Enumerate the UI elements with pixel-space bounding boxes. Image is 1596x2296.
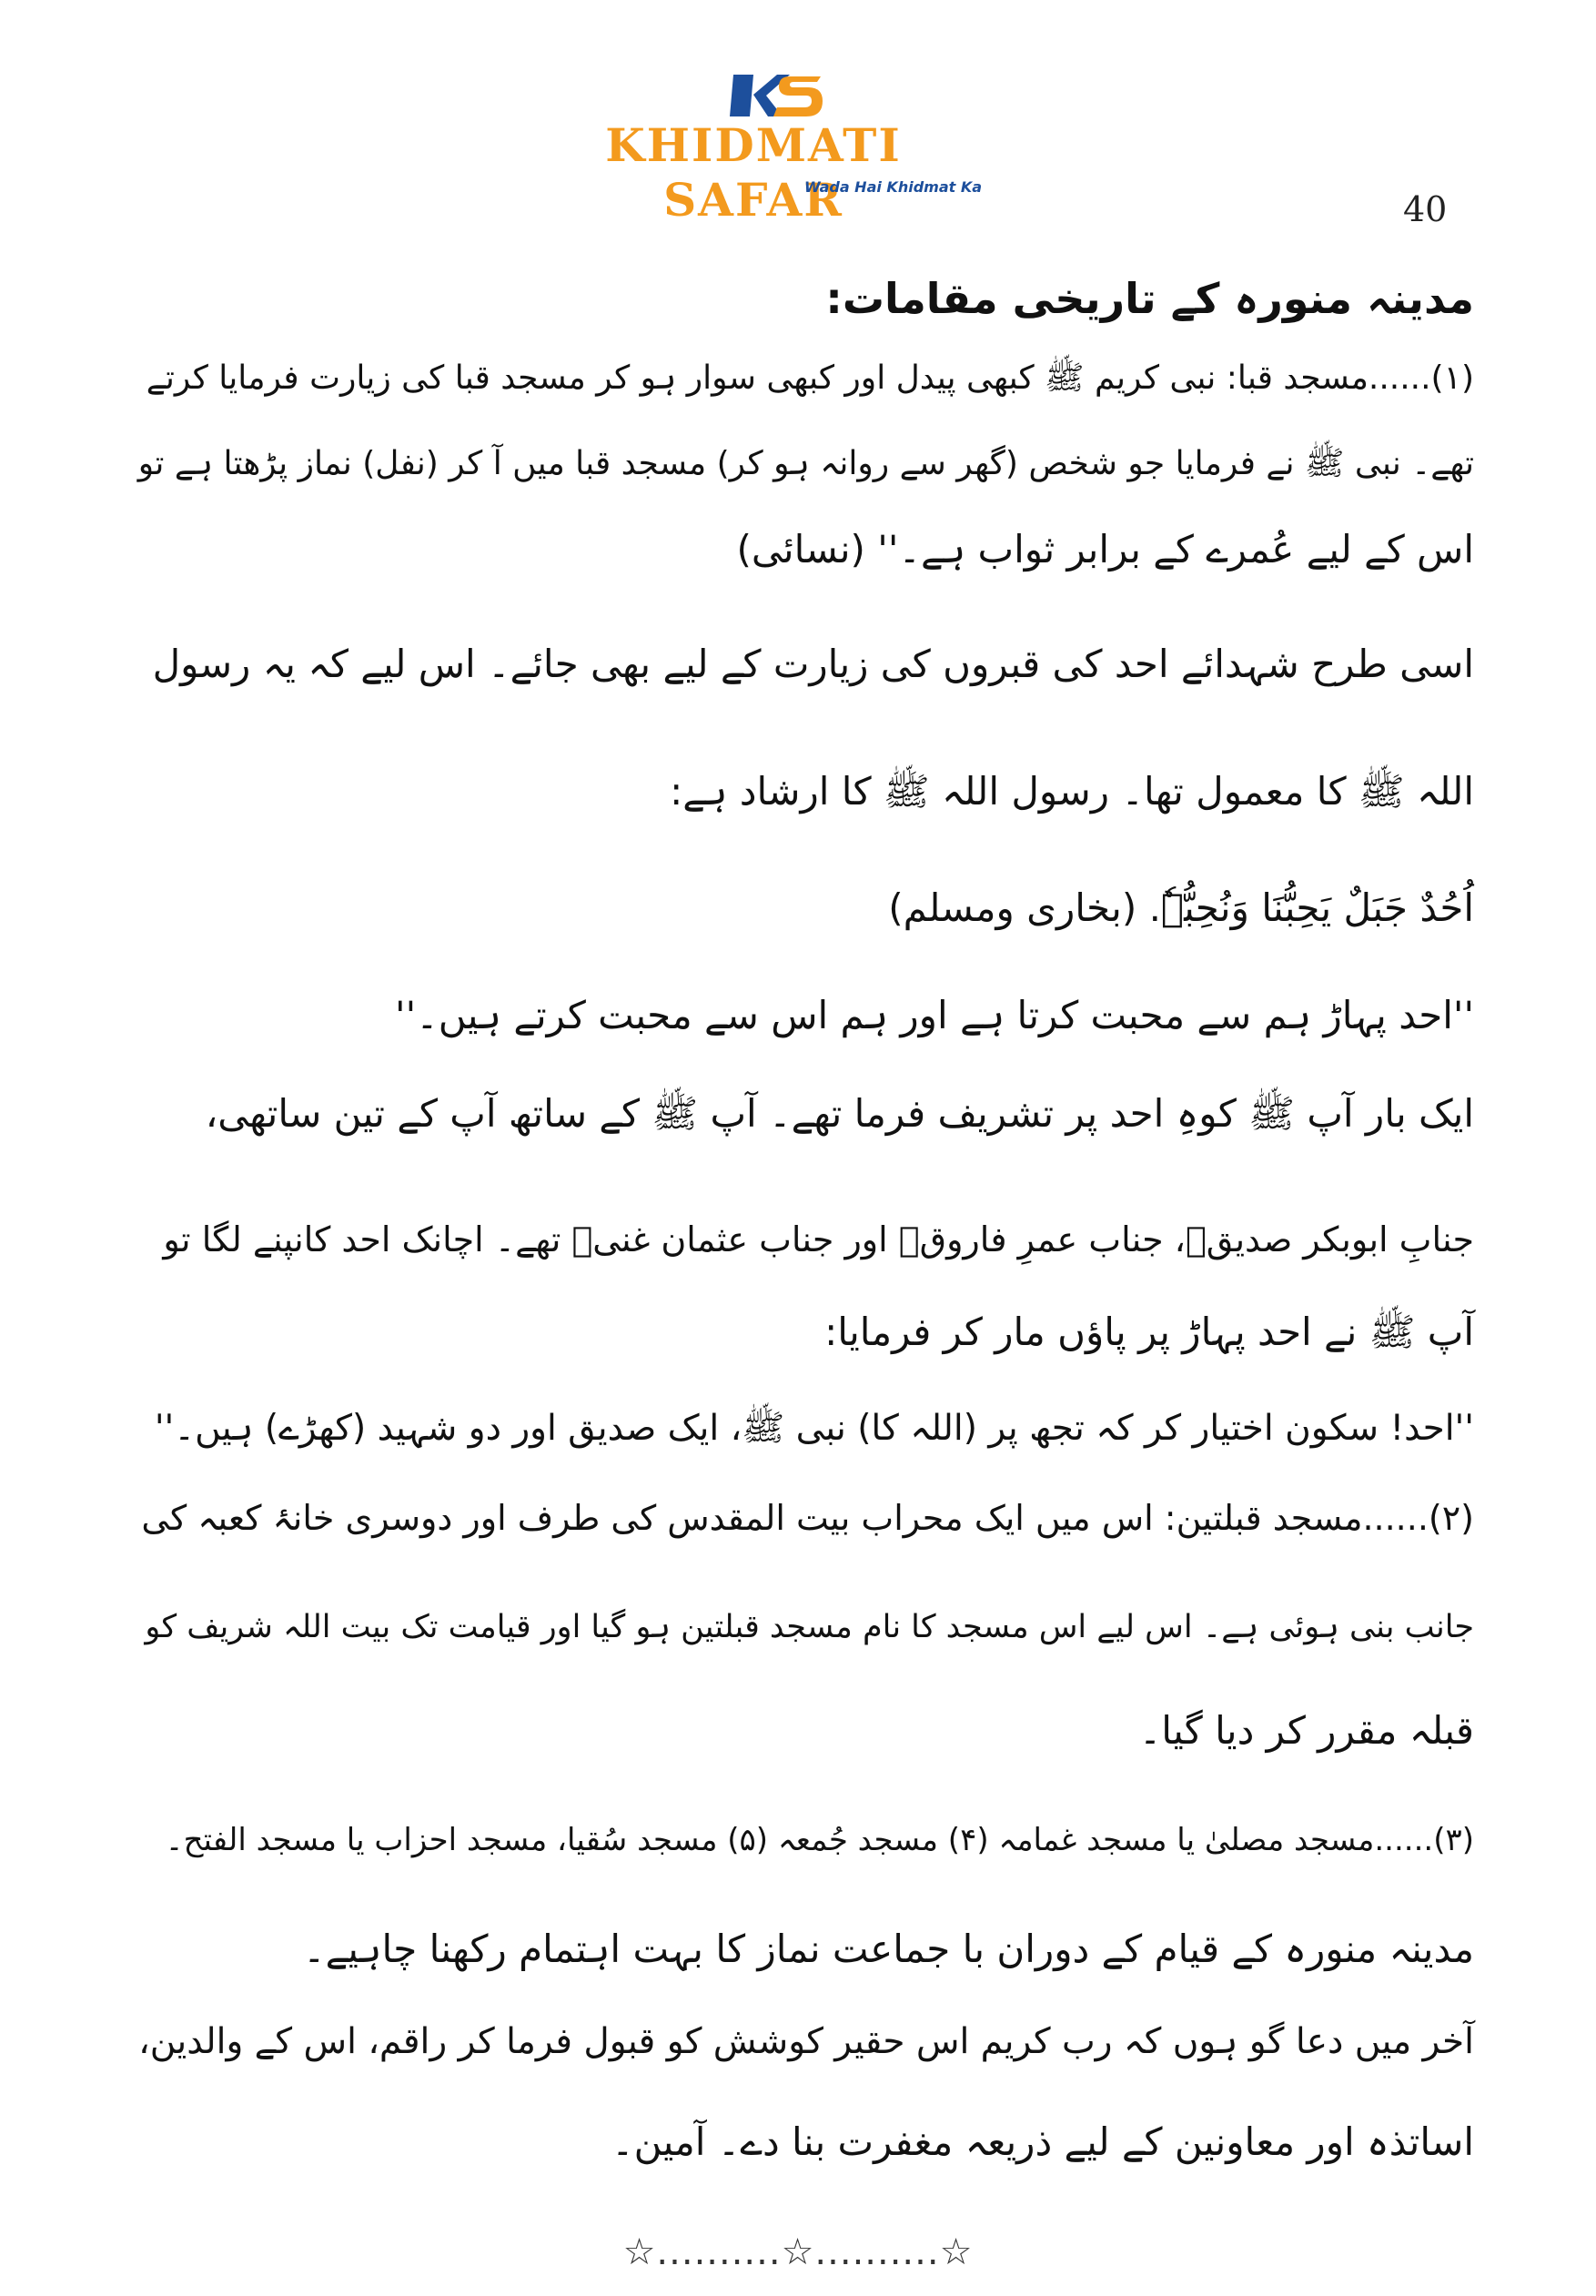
text-line: ایک بار آپ ﷺ کوہِ احد پر تشریف فرما تھے۔ آپ ﷺ کے ساتھ آپ کے تین ساتھی، [205,1091,1474,1136]
page-heading: مدینہ منورہ کے تاریخی مقامات: [825,274,1474,323]
text-line: (۱)......مسجد قبا: نبی کریم ﷺ کبھی پیدل اور کبھی سوار ہو کر مسجد قبا کی زیارت فرمایا کرتے [146,359,1474,397]
ks-logo-icon [726,71,826,120]
text-line: اساتذہ اور معاونین کے لیے ذریعہ مغفرت بنا دے۔ آمین۔ [611,2119,1474,2164]
text-line: مدینہ منورہ کے قیام کے دوران با جماعت نماز کا بہت اہتمام رکھنا چاہیے۔ [303,1927,1474,1971]
text-line: آخر میں دعا گو ہوں کہ رب کریم اس حقیر کوشش کو قبول فرما کر راقم، اس کے والدین، [138,2021,1474,2062]
text-line: تھے۔ نبی ﷺ نے فرمایا جو شخص (گھر سے روانہ ہو کر) مسجد قبا میں آ کر (نفل) نماز پڑھتا ہے تو [137,445,1474,482]
text-line: ''احد پہاڑ ہم سے محبت کرتا ہے اور ہم اس سے محبت کرتے ہیں۔'' [395,993,1474,1037]
text-line: آپ ﷺ نے احد پہاڑ پر پاؤں مار کر فرمایا: [824,1310,1474,1354]
page-number: 40 [1403,189,1448,229]
text-line: اسی طرح شہدائے احد کی قبروں کی زیارت کے لیے بھی جائے۔ اس لیے کہ یہ رسول [152,642,1474,686]
arabic-quote: اُحُدٌ جَبَلٌ یَحِبُّنَا وَنُحِبُّہٗ. (بخاری ومسلم) [888,885,1474,930]
star-divider: ☆..........☆..........☆ [622,2231,974,2273]
text-line: (۲)......مسجد قبلتین: اس میں ایک محراب بیت المقدس کی طرف اور دوسری خانۂ کعبہ کی [141,1498,1474,1538]
text-line: ''احد! سکون اختیار کر کہ تجھ پر (اللہ کا) نبی ﷺ، ایک صدیق اور دو شہید (کھڑے) ہیں۔'' [154,1408,1474,1449]
brand-name: KHIDMATI SAFAR [605,118,902,227]
brand-logo [499,71,1008,227]
text-line: قبلہ مقرر کر دیا گیا۔ [1138,1708,1474,1753]
text-line: اللہ ﷺ کا معمول تھا۔ رسول اللہ ﷺ کا ارشاد ہے: [670,769,1474,814]
brand-tagline: Wada Hai Khidmat Ka [804,178,983,196]
text-line: (۳)......مسجد مصلیٰ یا مسجد غمامہ (۴) مسجد جُمعہ (۵) مسجد سُقیا، مسجد احزاب یا مسجد الفتح۔ [165,1822,1474,1858]
text-line: جانب بنی ہوئی ہے۔ اس لیے اس مسجد کا نام مسجد قبلتین ہو گیا اور قیامت تک بیت اللہ شریف کو [145,1609,1474,1645]
text-line: اس کے لیے عُمرے کے برابر ثواب ہے۔'' (نسائی) [736,527,1474,571]
text-line: جنابِ ابوبکر صدیقؓ، جناب عمرِ فاروقؓ اور جناب عثمان غنیؓ تھے۔ اچانک احد کانپنے لگا تو [163,1219,1474,1259]
